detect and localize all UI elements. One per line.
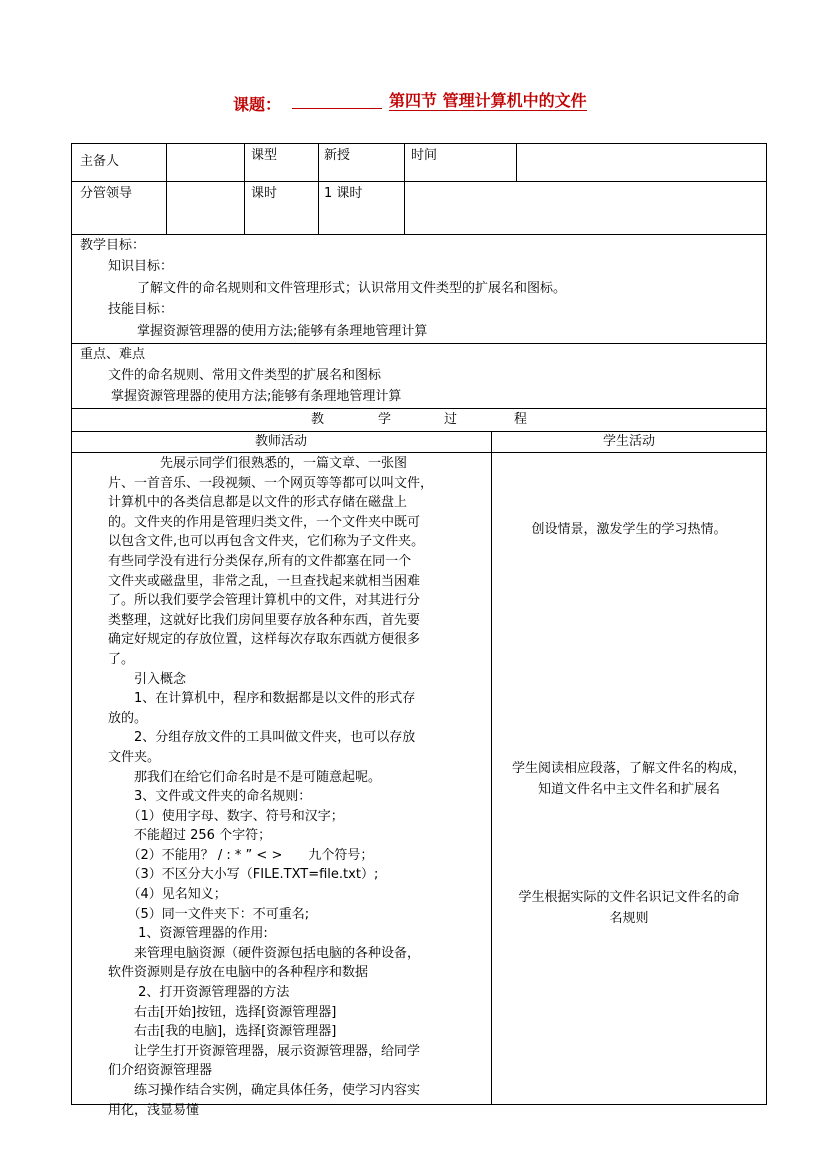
keypoint-line: 文件的命名规则、常用文件类型的扩展名和图标 bbox=[108, 368, 382, 383]
teacher-activity-line: 确定好规定的存放位置，这样每次存取东西就方便很多 bbox=[108, 632, 421, 648]
title-text: 第四节 管理计算机中的文件 bbox=[389, 91, 587, 110]
student-activity-3b: 名规则 bbox=[609, 911, 649, 926]
process-heading-char: 教 bbox=[311, 412, 325, 427]
teacher-activity-line: 有些同学没有进行分类保存,所有的文件都塞在同一个 bbox=[108, 553, 412, 569]
student-activity-1: 创设情景，激发学生的学习热情。 bbox=[531, 522, 727, 537]
teacher-activity-line: （2）不能用？ / : * ” < > 九个符号； bbox=[108, 847, 374, 863]
row-divider bbox=[71, 234, 767, 235]
teacher-activity-line: 1、资源管理器的作用: bbox=[108, 926, 268, 942]
process-heading-char: 过 bbox=[444, 412, 458, 427]
row-divider bbox=[71, 431, 767, 432]
teacher-activity-line: 了。所以我们要学会管理计算机中的文件，对其进行分 bbox=[108, 593, 421, 609]
teacher-activity-line: 的。文件夹的作用是管理归类文件，一个文件夹中既可 bbox=[108, 514, 421, 530]
row-divider bbox=[71, 181, 767, 182]
row-divider bbox=[71, 343, 767, 344]
lesson-type-label: 课型 bbox=[251, 148, 278, 163]
teacher-activity-line: 文件夹。 bbox=[108, 749, 161, 765]
title-label: 课题： bbox=[233, 95, 282, 114]
supervisor-label: 分管领导 bbox=[80, 186, 133, 201]
teacher-activity-line: 不能超过 256 个字符； bbox=[108, 828, 272, 844]
teacher-activity-line: （1）使用字母、数字、符号和汉字； bbox=[108, 808, 344, 824]
col-divider bbox=[244, 143, 245, 234]
teacher-activity-line: 2、分组存放文件的工具叫做文件夹，也可以存放 bbox=[108, 730, 416, 746]
teacher-activity-line: （3）不区分大小写（FILE.TXT=file.txt）; bbox=[108, 867, 379, 883]
teacher-activity-line: （5）同一文件夹下：不可重名; bbox=[108, 906, 310, 922]
teacher-activity-line: 类整理，这就好比我们房间里要存放各种东西，首先要 bbox=[108, 612, 421, 628]
skill-objective-text: 掌握资源管理器的使用方法;能够有条理地管理计算 bbox=[137, 324, 428, 339]
process-heading-char: 程 bbox=[514, 412, 528, 427]
teacher-activity-line: 右击[开始]按钮，选择[资源管理器] bbox=[108, 1004, 337, 1020]
time-label: 时间 bbox=[411, 148, 438, 163]
teacher-activity-line: 了。 bbox=[108, 651, 135, 667]
class-hours-value: 1 课时 bbox=[324, 186, 363, 201]
teacher-activity-line: 2、打开资源管理器的方法 bbox=[108, 985, 290, 1001]
knowledge-objective-text: 了解文件的命名规则和文件管理形式；认识常用文件类型的扩展名和图标。 bbox=[137, 281, 567, 296]
class-hours-label: 课时 bbox=[251, 186, 278, 201]
teacher-activity-line: （4）见名知义； bbox=[108, 887, 227, 903]
col-divider bbox=[318, 143, 319, 234]
teacher-activity-line: 用化，浅显易懂 bbox=[108, 1102, 200, 1118]
teacher-activity-line: 引入概念 bbox=[108, 671, 187, 687]
col-divider bbox=[516, 143, 517, 181]
teacher-activity-line: 右击[我的电脑]，选择[资源管理器] bbox=[108, 1024, 337, 1040]
col-divider bbox=[166, 143, 167, 234]
col-divider bbox=[404, 143, 405, 234]
student-activity-2b: 知道文件名中主文件名和扩展名 bbox=[537, 782, 720, 797]
title-blank-line bbox=[292, 108, 382, 109]
teacher-activity-line: 来管理电脑资源（硬件资源包括电脑的各种设备， bbox=[108, 945, 421, 961]
process-heading-char: 学 bbox=[378, 412, 392, 427]
teacher-activity-line: 软件资源则是存放在电脑中的各种程序和数据 bbox=[108, 965, 369, 981]
teacher-activity-line: 片、一首音乐、一段视频、一个网页等等都可以叫文件， bbox=[108, 475, 434, 491]
student-activity-3a: 学生根据实际的文件名识记文件名的命 bbox=[518, 890, 740, 905]
teacher-activity-line: 文件夹或磁盘里，非常之乱，一旦查找起来就相当困难 bbox=[108, 573, 421, 589]
teacher-activity-line: 先展示同学们很熟悉的，一篇文章、一张图 bbox=[108, 456, 408, 471]
teacher-activity-line: 1、在计算机中，程序和数据都是以文件的形式存 bbox=[108, 691, 416, 707]
knowledge-objective-label: 知识目标： bbox=[108, 259, 174, 274]
teacher-activity-header: 教师活动 bbox=[254, 434, 307, 449]
teacher-activity-line: 3、文件或文件夹的命名规则： bbox=[108, 789, 312, 805]
teacher-activity-line: 计算机中的各类信息都是以文件的形式存储在磁盘上 bbox=[108, 495, 408, 511]
prepared-by-label: 主备人 bbox=[80, 154, 120, 169]
student-activity-2a: 学生阅读相应段落，了解文件名的构成， bbox=[511, 761, 746, 776]
teacher-activity-line: 练习操作结合实例，确定具体任务，使学习内容实 bbox=[108, 1083, 421, 1098]
student-activity-header: 学生活动 bbox=[602, 434, 655, 449]
row-divider bbox=[71, 452, 767, 453]
teacher-activity-line: 那我们在给它们命名时是不是可随意起呢。 bbox=[108, 769, 382, 785]
teacher-activity-body bbox=[108, 454, 463, 1120]
teacher-activity-line: 以包含文件,也可以再包含文件夹，它们称为子文件夹。 bbox=[108, 534, 425, 550]
keypoints-heading: 重点、难点 bbox=[80, 347, 146, 362]
row-divider bbox=[71, 408, 767, 409]
teacher-activity-line: 们介绍资源管理器 bbox=[108, 1063, 213, 1079]
skill-objective-label: 技能目标： bbox=[108, 302, 174, 317]
teacher-activity-line: 放的。 bbox=[108, 710, 148, 726]
teacher-activity-line: 让学生打开资源管理器，展示资源管理器，给同学 bbox=[108, 1043, 421, 1059]
objectives-heading: 教学目标： bbox=[80, 238, 146, 253]
lesson-type-value: 新授 bbox=[324, 148, 351, 163]
keypoint-line: 掌握资源管理器的使用方法;能够有条理地管理计算 bbox=[111, 389, 402, 404]
